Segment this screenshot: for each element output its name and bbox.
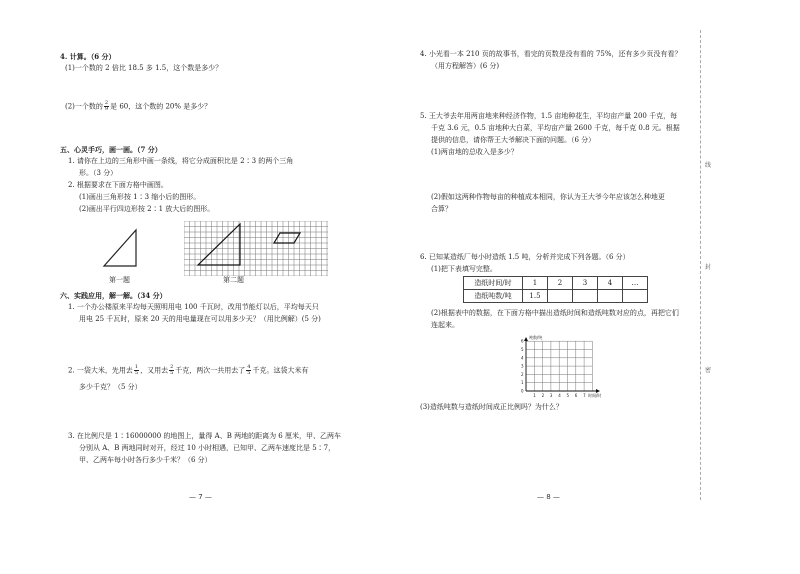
graph-grid [512,333,604,401]
p8-q6-part2-line2: 连起来。 [431,321,459,329]
binding-label-3: 密 [705,367,712,374]
graph-y-axis-label: 吨数/吨 [529,335,543,340]
x-tick-label: 3 [549,393,553,398]
p8-q6-line1: 6. 已知某造纸厂每小时造纸 1.5 吨，分析并完成下列各题。（6 分） [420,253,630,261]
p8-q5-line1: 5. 王大爷去年用两亩地来种经济作物，1.5 亩地种花生，平均亩产量 200 千克，每 [420,112,678,120]
table-cell [573,290,598,303]
s6-q1-line1: 1. 一个办公楼原来平均每天照明用电 100 千瓦时，改用节能灯以后，平均每天只 [68,303,319,311]
page-number-7: — 7 — [189,493,212,501]
page-number-8: — 8 — [537,493,560,501]
x-tick-label: 2 [541,393,545,398]
table-cell: … [623,277,648,290]
s6-q3-line1: 3. 在比例尺是 1∶16000000 的地图上，量得 A、B 两地的距离为 6 厘米，甲、乙两车 [68,432,341,440]
p8-q5-line2: 千克 3.6 元，0.5 亩地种大白菜，平均亩产量 2600 千克，每千克 0.8 元。根据 [431,124,680,132]
y-tick-label: 3 [521,363,524,369]
y-tick-label: 2 [521,371,524,377]
section-5-title: 五、心灵手巧，画一画。（7 分） [60,145,162,154]
p8-q6-part3: (3)造纸吨数与造纸时间成正比例吗？为什么？ [420,403,563,411]
table-cell: 造纸吨数/吨 [464,290,523,303]
s5-q2: 2. 根据要求在下面方格中画图。 [68,181,168,189]
table-cell: 1.5 [523,290,548,303]
binding-label-2: 封 [705,264,712,271]
table-cell: 3 [573,277,598,290]
s5-q1-line1: 1. 请你在上边的三角形中画一条线，将它分成面积比是 2∶3 的两个三角 [68,157,294,165]
production-table [463,276,648,303]
y-tick-label: 0 [521,388,524,394]
y-tick-label: 5 [521,347,524,352]
graph-x-axis-label: 时间/时 [588,393,602,398]
label-figure-2: 第二题 [223,276,244,284]
y-tick-label: 1 [521,380,524,386]
y-tick-label: 6 [521,338,524,344]
binding-line [700,30,701,500]
x-tick-label: 7 [583,393,586,398]
s6-q3-line2: 分别从 A、B 两地同时对开，经过 10 小时相遇，已知甲、乙两车速度比是 5∶7， [79,444,336,452]
table-row [464,290,648,303]
p8-q5-part1: (1)两亩地的总收入是多少？ [431,148,518,156]
table-cell: 2 [548,277,573,290]
table-cell: 4 [598,277,623,290]
p8-q4-line1: 4. 小光看一本 210 页的故事书，看完的页数是没有看的 75%，还有多少页没有看？ [420,50,682,58]
p8-q5-line3: 提供的信息，请你帮王大爷解决下面的问题。（6 分） [431,136,596,144]
table-cell [598,290,623,303]
s5-q2-part1: (1)画出三角形按 1∶3 缩小后的图形。 [79,193,201,201]
table-cell [623,290,648,303]
q4-part1: (1)一个数的 2 倍比 18.5 多 1.5，这个数是多少？ [65,64,223,72]
figure-1-triangle [100,228,140,270]
s5-q1-line2: 形。（3 分） [79,169,118,177]
x-tick-label: 6 [574,393,578,398]
table-row [464,277,648,290]
s6-q3-line3: 甲、乙两车每小时各行多少千米？（6 分） [79,456,212,464]
x-tick-label: 4 [558,393,561,398]
p8-q5-part2-line1: (2)假如这两种作物每亩的种植成本相同，你认为王大爷今年应该怎么种地更 [431,193,665,201]
x-tick-label: 5 [566,393,570,398]
p8-q6-part1: (1)把下表填写完整。 [431,265,497,273]
figure-2-grid [184,221,328,276]
s6-q2-line1: 2. 一袋大米，先用去 $\frac{1}{5}$ ，又用去 $\frac{2}{5}$ 千克，两次一共用去了 $\frac{4}{5}$ 千克。这袋大米有 [68,364,309,376]
y-tick-label: 4 [521,355,524,361]
x-tick-label: 1 [533,393,536,398]
p8-q6-part2-line1: (2)根据表中的数据，在下面方格中描出造纸时间和造纸吨数对应的点，再把它们 [431,309,679,317]
binding-label-1: 线 [705,162,712,169]
p8-q4-line2: （用方程解答）(6 分) [431,62,500,70]
table-cell [548,290,573,303]
label-figure-1: 第一题 [109,276,130,284]
table-cell: 造纸时间/时 [464,277,523,290]
s6-q1-line2: 用电 25 千瓦时，原来 20 天的用电量现在可以用多少天？（用比例解）(5 分) [79,315,321,323]
p8-q5-part2-line2: 合算？ [431,205,452,213]
q4-part2: (2)一个数的 $\frac{2}{9}$ 是 60，这个数的 20% 是多少？ [65,100,212,112]
s6-q2-line2: 多少千克？（5 分） [79,383,142,391]
s5-q2-part2: (2)画出平行四边形按 2∶1 放大后的图形。 [79,205,215,213]
q4-title: 4. 计算。（6 分） [60,52,116,61]
table-cell: 1 [523,277,548,290]
section-6-title: 六、实践应用，解一解。（34 分） [60,291,167,300]
